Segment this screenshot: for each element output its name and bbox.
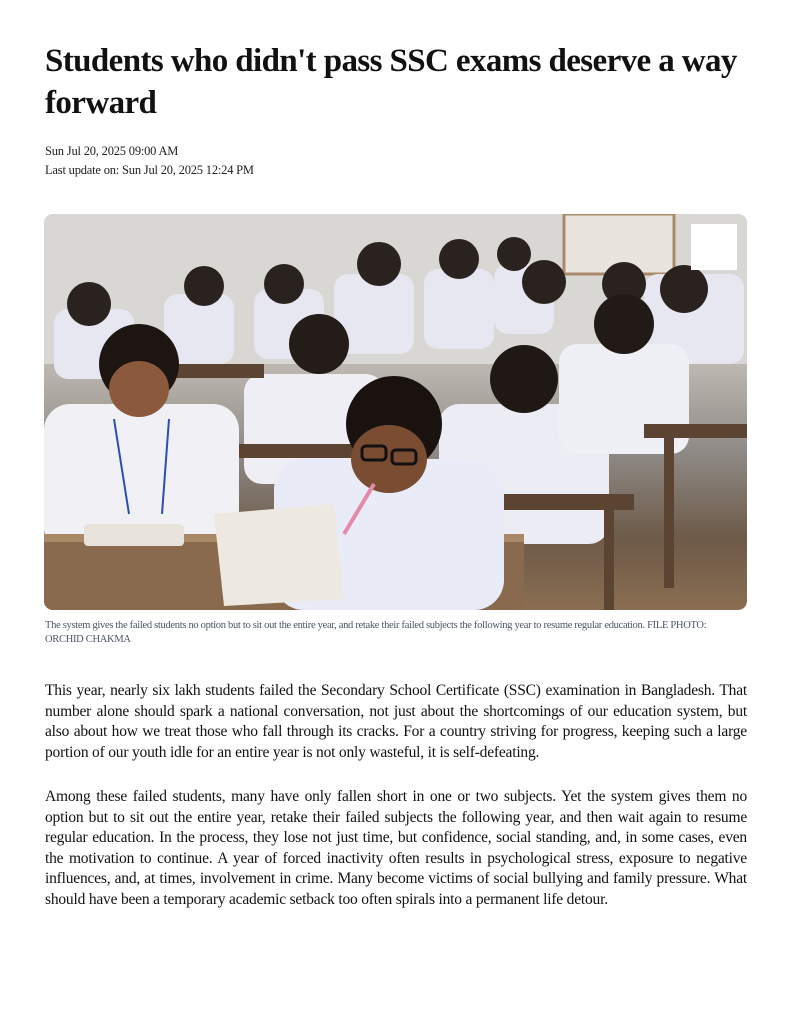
paragraph: Among these failed students, many have only fallen short in one or two subjects. Yet the system gives them no option but to sit out the entire year, retake their failed subjects the following year, and then wait again to resume regular education. In the process, they lose not just time, but confidence, social standing, and, in some cases, even the motivation to continue. A year of forced inactivity often results in psychological stress, exposure to negative influences, and, at times, involvement in crime. Many become victims of social bullying and family pressure. What should have been a temporary academic setback too often spirals into a permanent life detour. bbox=[45, 788, 747, 908]
article-body bbox=[45, 681, 747, 934]
published-date: Sun Jul 20, 2025 09:00 AM bbox=[45, 144, 179, 158]
article-photo[interactable] bbox=[44, 214, 747, 610]
last-update bbox=[45, 161, 747, 180]
last-update-label: Last update on: bbox=[45, 163, 120, 177]
article-meta bbox=[45, 142, 747, 180]
photo-caption: The system gives the failed students no option but to sit out the entire year, and retake their failed subjects the following year to resume regular education. FILE PHOTO: ORCHID CHAKMA bbox=[45, 620, 707, 645]
question-paper bbox=[214, 504, 344, 606]
last-update-date: Sun Jul 20, 2025 12:24 PM bbox=[122, 163, 254, 177]
photo-illustration bbox=[44, 214, 747, 610]
paragraph: This year, nearly six lakh students failed the Secondary School Certificate (SSC) examination in Bangladesh. That number alone should spark a national conversation, not just about the shortcomings of our education system, but also about how we treat those who fall through its cracks. For a country striving for progress, keeping such a large portion of our youth idle for an entire year is not only wasteful, it is self-defeating. bbox=[45, 682, 747, 761]
headline: Students who didn't pass SSC exams deserve a way forward bbox=[45, 43, 737, 121]
photo-corner-badge bbox=[691, 224, 737, 270]
article bbox=[45, 40, 747, 908]
answer-sheet bbox=[84, 524, 184, 546]
